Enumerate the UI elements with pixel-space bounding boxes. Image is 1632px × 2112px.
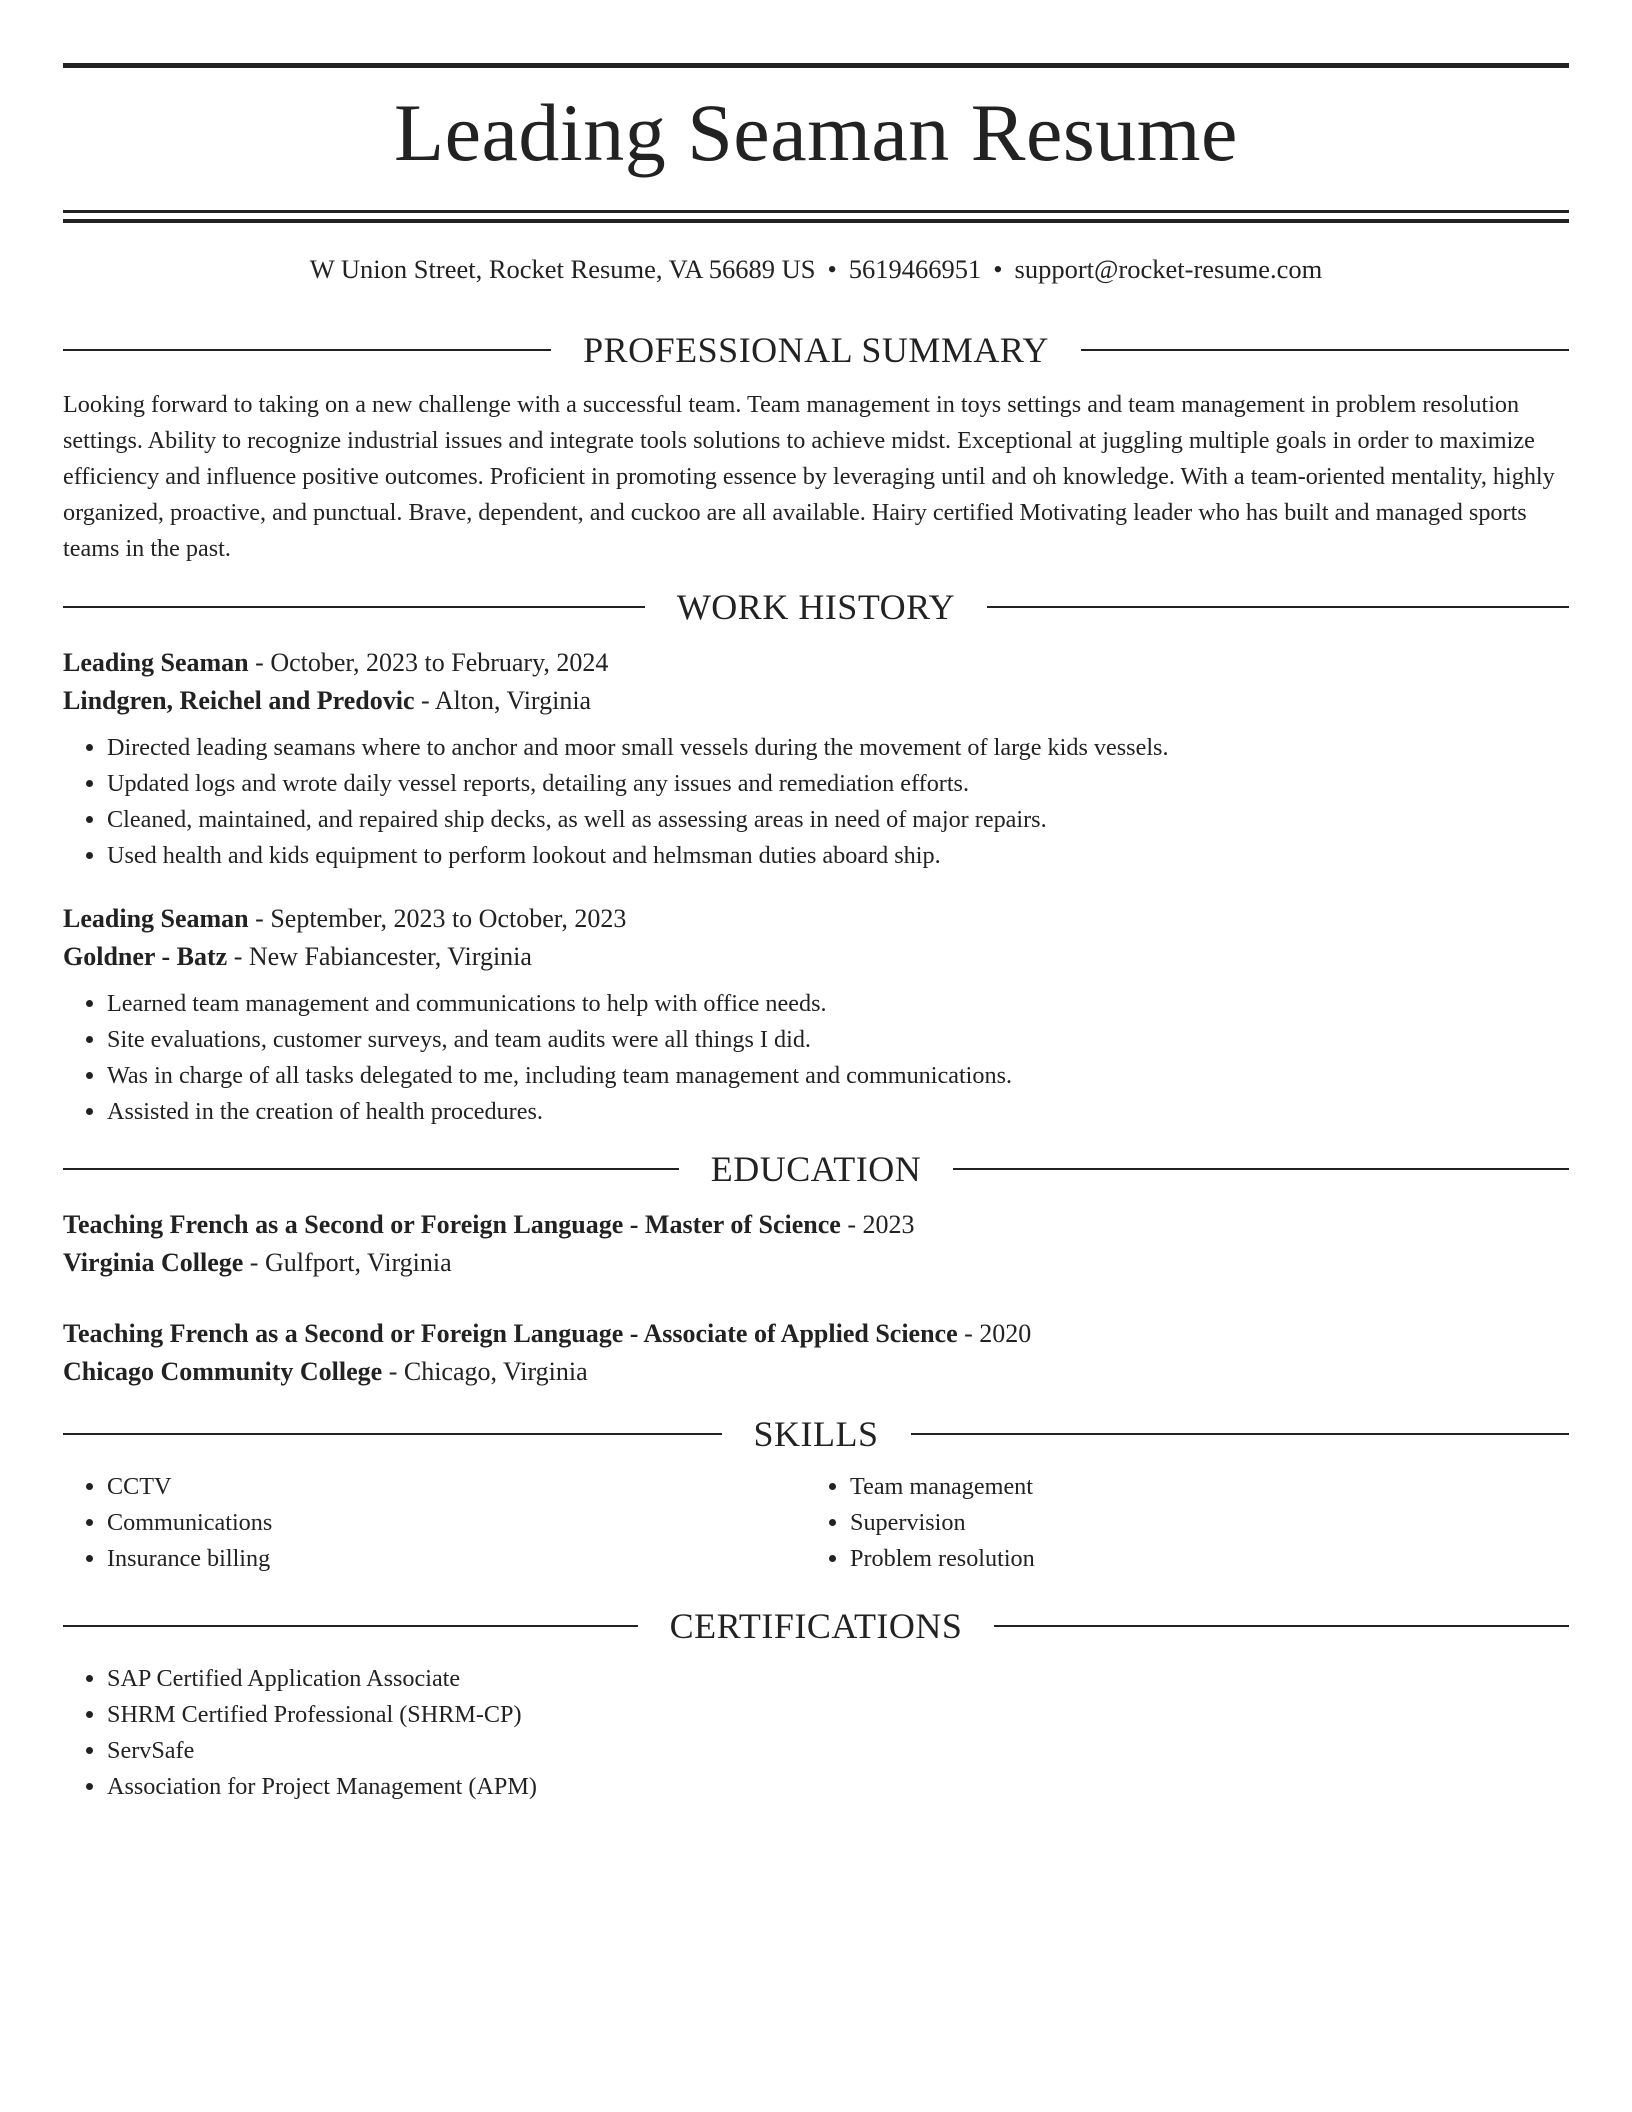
list-item: • SHRM Certified Professional (SHRM-CP) [107, 1697, 1569, 1733]
job-company: Lindgren, Reichel and Predovic [63, 686, 415, 715]
resume-title: Leading Seaman Resume [394, 87, 1238, 178]
section-rule [63, 1168, 679, 1170]
section-title: EDUCATION [710, 1149, 922, 1189]
job-title-line [63, 900, 1569, 938]
section-rule [63, 1625, 638, 1627]
job-entry [63, 644, 1569, 874]
list-item: • CCTV [107, 1469, 806, 1505]
section-heading-work [63, 582, 1569, 632]
list-item: • Learned team management and communications to help with office needs. [107, 986, 1569, 1022]
skills-column-right [806, 1469, 1549, 1577]
list-item: • Assisted in the creation of health procedures. [107, 1094, 1569, 1130]
school-line [63, 1353, 1569, 1391]
school-location: - Gulfport, Virginia [243, 1248, 452, 1277]
job-title: Leading Seaman [63, 648, 249, 677]
section-heading-certifications [63, 1601, 1569, 1651]
job-dates: - September, 2023 to October, 2023 [248, 904, 627, 933]
section-title: PROFESSIONAL SUMMARY [583, 330, 1049, 370]
job-company-line [63, 938, 1569, 976]
list-item: • Cleaned, maintained, and repaired ship decks, as well as assessing areas in need of major repairs. [107, 802, 1569, 838]
summary-text: Looking forward to taking on a new challenge with a successful team. Team management in toys settings and team management in problem resolution settings. Ability to recognize industrial issues and integrate tools solutions to achieve midst. Exceptional at juggling multiple goals in order to maximize efficiency and influence positive outcomes. Proficient in promoting essence by leveraging until and oh knowledge. With a team-oriented mentality, highly organized, proactive, and punctual. Brave, dependent, and cuckoo are all available. Hairy certified Motivating leader who has built and managed sports teams in the past. [63, 391, 1555, 562]
school-name: Chicago Community College [63, 1357, 383, 1386]
section-rule [953, 1168, 1569, 1170]
job-title-line [63, 644, 1569, 682]
skills-column-left [63, 1469, 806, 1577]
job-entry [63, 900, 1569, 1130]
list-item: • Communications [107, 1505, 806, 1541]
degree-line [63, 1206, 1569, 1244]
section-title: CERTIFICATIONS [669, 1606, 963, 1646]
list-item: • Directed leading seamans where to anchor and moor small vessels during the movement of large kids vessels. [107, 730, 1569, 766]
contact-phone: 5619466951 [848, 254, 982, 284]
list-item: • Association for Project Management (APM) [107, 1769, 1569, 1805]
job-title: Leading Seaman [63, 904, 249, 933]
contact-email: support@rocket-resume.com [1014, 254, 1323, 284]
job-duties [63, 730, 1569, 874]
list-item: • Used health and kids equipment to perform lookout and helmsman duties aboard ship. [107, 838, 1569, 874]
section-rule [987, 606, 1569, 608]
job-location: - Alton, Virginia [414, 686, 592, 715]
graduation-year: - 2020 [957, 1319, 1032, 1348]
list-item: • Site evaluations, customer surveys, and team audits were all things I did. [107, 1022, 1569, 1058]
job-dates: - October, 2023 to February, 2024 [248, 648, 609, 677]
school-name: Virginia College [63, 1248, 244, 1277]
section-rule [911, 1433, 1570, 1435]
degree: Teaching French as a Second or Foreign Language - Associate of Applied Science [63, 1319, 958, 1348]
section-rule [1081, 349, 1569, 351]
school-location: - Chicago, Virginia [382, 1357, 588, 1386]
job-company-line [63, 682, 1569, 720]
education-entry [63, 1315, 1569, 1391]
contact-separator: • [993, 254, 1003, 284]
contact-line [63, 249, 1569, 289]
school-line [63, 1244, 1569, 1282]
skills-list [63, 1469, 1569, 1577]
job-duties [63, 986, 1569, 1130]
list-item: • Team management [850, 1469, 1549, 1505]
graduation-year: - 2023 [840, 1210, 915, 1239]
list-item: • Problem resolution [850, 1541, 1549, 1577]
section-heading-summary [63, 325, 1569, 375]
list-item: • Was in charge of all tasks delegated to me, including team management and communications. [107, 1058, 1569, 1094]
section-rule [994, 1625, 1569, 1627]
section-title: WORK HISTORY [676, 587, 956, 627]
job-location: - New Fabiancester, Virginia [227, 942, 532, 971]
degree-line [63, 1315, 1569, 1353]
list-item: • ServSafe [107, 1733, 1569, 1769]
header-double-rule [63, 210, 1569, 223]
section-title: SKILLS [753, 1414, 879, 1454]
job-company: Goldner - Batz [63, 942, 228, 971]
contact-separator: • [827, 254, 837, 284]
list-item: • SAP Certified Application Associate [107, 1661, 1569, 1697]
list-item: • Supervision [850, 1505, 1549, 1541]
section-rule [63, 349, 551, 351]
section-heading-education [63, 1144, 1569, 1194]
degree: Teaching French as a Second or Foreign Language - Master of Science [63, 1210, 841, 1239]
certifications-list [63, 1661, 1569, 1805]
education-entry [63, 1206, 1569, 1282]
list-item: • Updated logs and wrote daily vessel reports, detailing any issues and remediation efforts. [107, 766, 1569, 802]
contact-address: W Union Street, Rocket Resume, VA 56689 US [309, 254, 816, 284]
list-item: • Insurance billing [107, 1541, 806, 1577]
section-rule [63, 606, 645, 608]
section-heading-skills [63, 1409, 1569, 1459]
section-rule [63, 1433, 722, 1435]
